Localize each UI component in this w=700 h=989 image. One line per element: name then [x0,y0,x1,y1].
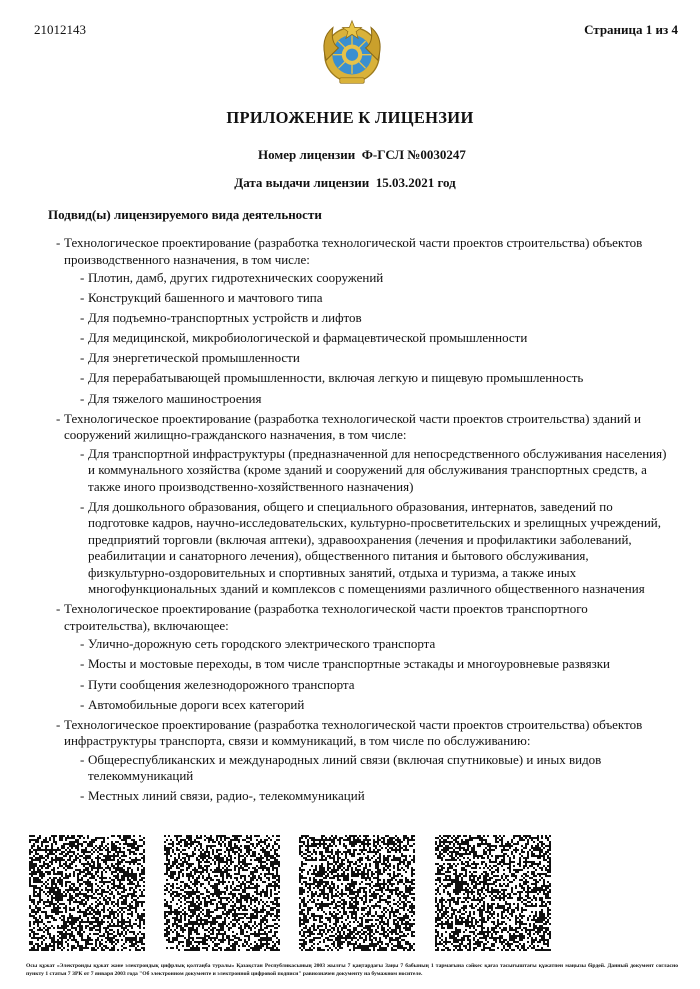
activity-subitems [80,270,670,407]
qr-code-2 [164,835,280,951]
activity-subitem-text: Плотин, дамб, других гидротехнических сооружений [88,270,384,285]
activity-item [50,235,670,268]
dash-bullet: - [80,390,85,406]
dash-bullet: - [56,716,61,732]
kazakhstan-state-emblem-icon [318,18,386,86]
dash-bullet: - [80,310,85,326]
qr-code-1 [29,835,145,951]
activity-subitem-text: Конструкций башенного и мачтового типа [88,290,323,306]
activity-subitem [80,752,670,785]
activity-subitem [80,677,670,694]
activity-subitem [80,391,670,408]
activity-subitem-text: Для дошкольного образования, общего и специального образования, интернатов, заведений по подготовке кадров, научно-исследовательских, культурно-просветительских и зрелищных учреждений, предприятий торговли (включая аптеки), здравоохранения (лечения и профилактики заболеваний, реабилитации и санаторного лечения), общественного питания и бытового обслуживания, физкультурно-оздоровительных и спортивных занятий, отдыха и туризма, а также иных многофункциональных зданий и комплексов с помещениями различного общественного назначения [88,498,661,597]
dash-bullet: - [80,350,85,366]
activity-subitem [80,270,670,287]
activity-subitem [80,788,670,805]
dash-bullet: - [80,270,85,285]
activity-subitem [80,290,670,307]
dash-bullet: - [56,410,61,426]
dash-bullet: - [80,370,85,386]
activity-subitem [80,499,670,598]
activity-subitem [80,656,670,673]
activity-item [50,601,670,634]
qr-code-3 [299,835,415,951]
activity-subitem [80,370,670,387]
legal-footer: Осы құжат «Электронды құжат және электрондық цифрлық қолтаңба туралы» Қазақстан Республикасының 2003 жылғы 7 қаңтардағы Заңы 7 бабының 1 тармағына сәйкес қағаз тасығыштағы құжатпен маңызы бірдей. Данный документ согласно пункту 1 статьи 7 ЗРК от 7 января 2003 года "Об электронном документе и электронной цифровой подписи" равнозначен документу на бумажном носителе. [26,963,678,977]
dash-bullet: - [80,696,85,712]
license-number-label: Номер лицензии [258,147,356,162]
activity-item-text: Технологическое проектирование (разработка технологической части проектов транспортного строительства), включающее: [64,601,588,633]
dash-bullet: - [56,235,61,250]
activity-item-text: Технологическое проектирование (разработка технологической части проектов строительства) объектов производственного назначения, в том числе: [64,235,643,267]
qr-code-row [29,835,679,953]
dash-bullet: - [80,751,85,767]
dash-bullet: - [80,676,85,692]
issue-date-value: 15.03.2021 год [375,175,456,190]
activity-subitems [80,446,670,598]
activity-subitem-text: Автомобильные дороги всех категорий [88,696,305,712]
activity-subitem-text: Для перерабатывающей промышленности, включая легкую и пищевую промышленность [88,370,584,386]
dash-bullet: - [80,656,85,672]
activity-subitem [80,446,670,496]
activity-subitem-text: Для энергетической промышленности [88,350,300,366]
license-number-value: Ф-ГСЛ №0030247 [361,147,466,162]
issue-date-line [0,175,695,191]
activity-subitem-text: Местных линий связи, радио-, телекоммуникаций [88,788,365,804]
dash-bullet: - [80,636,85,652]
activity-subitem [80,636,670,653]
dash-bullet: - [80,788,85,804]
document-title: ПРИЛОЖЕНИЕ К ЛИЦЕНЗИИ [226,108,474,127]
activity-subitem [80,330,670,347]
activity-subitems [80,752,670,805]
activity-subitem-text: Пути сообщения железнодорожного транспорта [88,676,355,692]
activity-item-text: Технологическое проектирование (разработка технологической части проектов строительства) зданий и сооружений жилищно-гражданского назначения, в том числе: [64,410,642,443]
activity-item-text: Технологическое проектирование (разработка технологической части проектов строительства) объектов инфраструктуры транспорта, связи и коммуникаций, в том числе по обслуживанию: [64,716,643,749]
dash-bullet: - [56,601,61,617]
activity-subitem-text: Для тяжелого машиностроения [88,390,262,406]
qr-code-4 [435,835,551,951]
activity-subitem-text: Для транспортной инфраструктуры (предназначенной для непосредственного обслуживания населения) и коммунального хозяйства (кроме зданий и сооружений для обслуживания транспортных средств, а также иного производственно-хозяйственного назначения) [88,445,667,494]
activity-subitem-text: Для подъемно-транспортных устройств и лифтов [88,310,362,326]
activity-subitem-text: Для медицинской, микробиологической и фармацевтической промышленности [88,330,528,346]
activity-item [50,717,670,750]
issue-date-label: Дата выдачи лицензии [234,175,370,190]
activity-subitem-text: Мосты и мостовые переходы, в том числе транспортные эстакады и многоуровневые развязки [88,656,611,672]
dash-bullet: - [80,290,85,306]
document-id: 21012143 [34,22,86,37]
dash-bullet: - [80,330,85,346]
section-heading: Подвид(ы) лицензируемого вида деятельности [48,207,322,222]
dash-bullet: - [80,498,85,514]
activity-subitem [80,697,670,714]
dash-bullet: - [80,445,85,461]
activity-subitem-text: Улично-дорожную сеть городского электрического транспорта [88,636,436,652]
activity-subitem-text: Общереспубликанских и международных линий связи (включая спутниковые) и иных видов телекоммуникаций [88,751,602,784]
license-number-line [12,147,700,163]
activity-list [50,235,670,808]
activity-subitem [80,310,670,327]
activity-subitem [80,350,670,367]
page-indicator: Страница 1 из 4 [584,22,678,37]
activity-item [50,411,670,444]
activity-subitems [80,636,670,713]
